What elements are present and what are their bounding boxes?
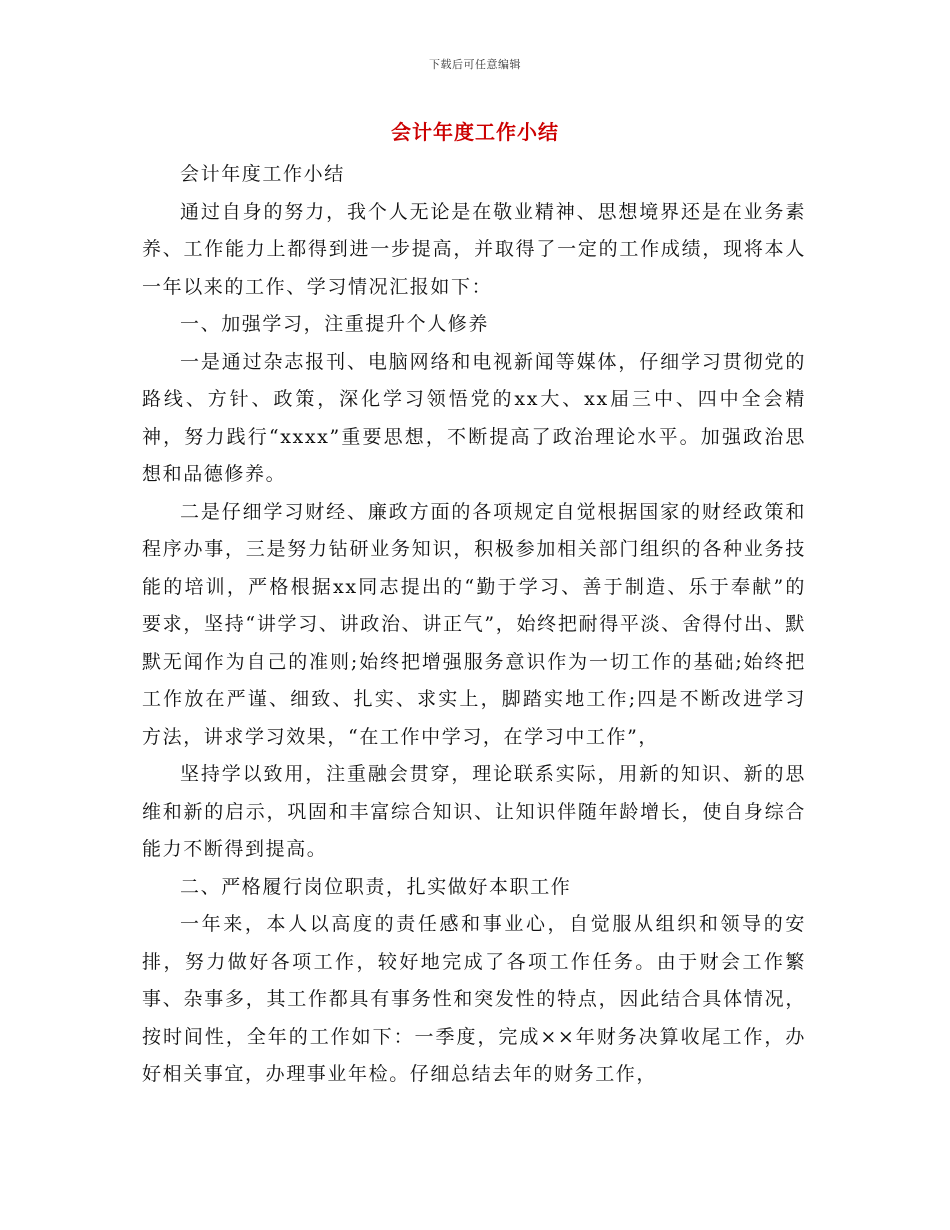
paragraph: 二是仔细学习财经、廉政方面的各项规定自觉根据国家的财经政策和程序办事，三是努力钻研业务知识，积极参加相关部门组织的各种业务技能的培训，严格根据xx同志提出的“勤于学习、善于制造、乐于奉献”的要求，坚持“讲学习、讲政治、讲正气”，始终把耐得平淡、舍得付出、默默无闻作为自己的准则;始终把增强服务意识作为一切工作的基础;始终把工作放在严谨、细致、扎实、求实上，脚踏实地工作;四是不断改进学习方法，讲求学习效果，“在工作中学习，在学习中工作”，: [142, 500, 806, 748]
paragraph: 通过自身的努力，我个人无论是在敬业精神、思想境界还是在业务素养、工作能力上都得到进一步提高，并取得了一定的工作成绩，现将本人一年以来的工作、学习情况汇报如下：: [142, 200, 806, 298]
section-heading: 二、严格履行岗位职责，扎实做好本职工作: [180, 875, 572, 898]
paragraph: 一是通过杂志报刊、电脑网络和电视新闻等媒体，仔细学习贯彻党的路线、方针、政策，深化学习领悟党的xx大、xx届三中、四中全会精神，努力践行“xxxx”重要思想，不断提高了政治理论水平。加强政治思想和品德修养。: [142, 350, 806, 485]
paragraph: 一年来，本人以高度的责任感和事业心，自觉服从组织和领导的安排，努力做好各项工作，较好地完成了各项工作任务。由于财会工作繁事、杂事多，其工作都具有事务性和突发性的特点，因此结合具体情况，按时间性，全年的工作如下：一季度，完成××年财务决算收尾工作，办好相关事宜，办理事业年检。仔细总结去年的财务工作，: [142, 913, 806, 1085]
header-note: 下载后可任意编辑: [429, 58, 521, 71]
document-title: 会计年度工作小结: [391, 120, 559, 144]
section-heading: 一、加强学习，注重提升个人修养: [180, 313, 490, 335]
paragraph: 会计年度工作小结: [180, 163, 345, 185]
document-body: [142, 156, 806, 1094]
paragraph: 坚持学以致用，注重融会贯穿，理论联系实际，用新的知识、新的思维和新的启示，巩固和丰富综合知识、让知识伴随年龄增长，使自身综合能力不断得到提高。: [142, 763, 806, 860]
